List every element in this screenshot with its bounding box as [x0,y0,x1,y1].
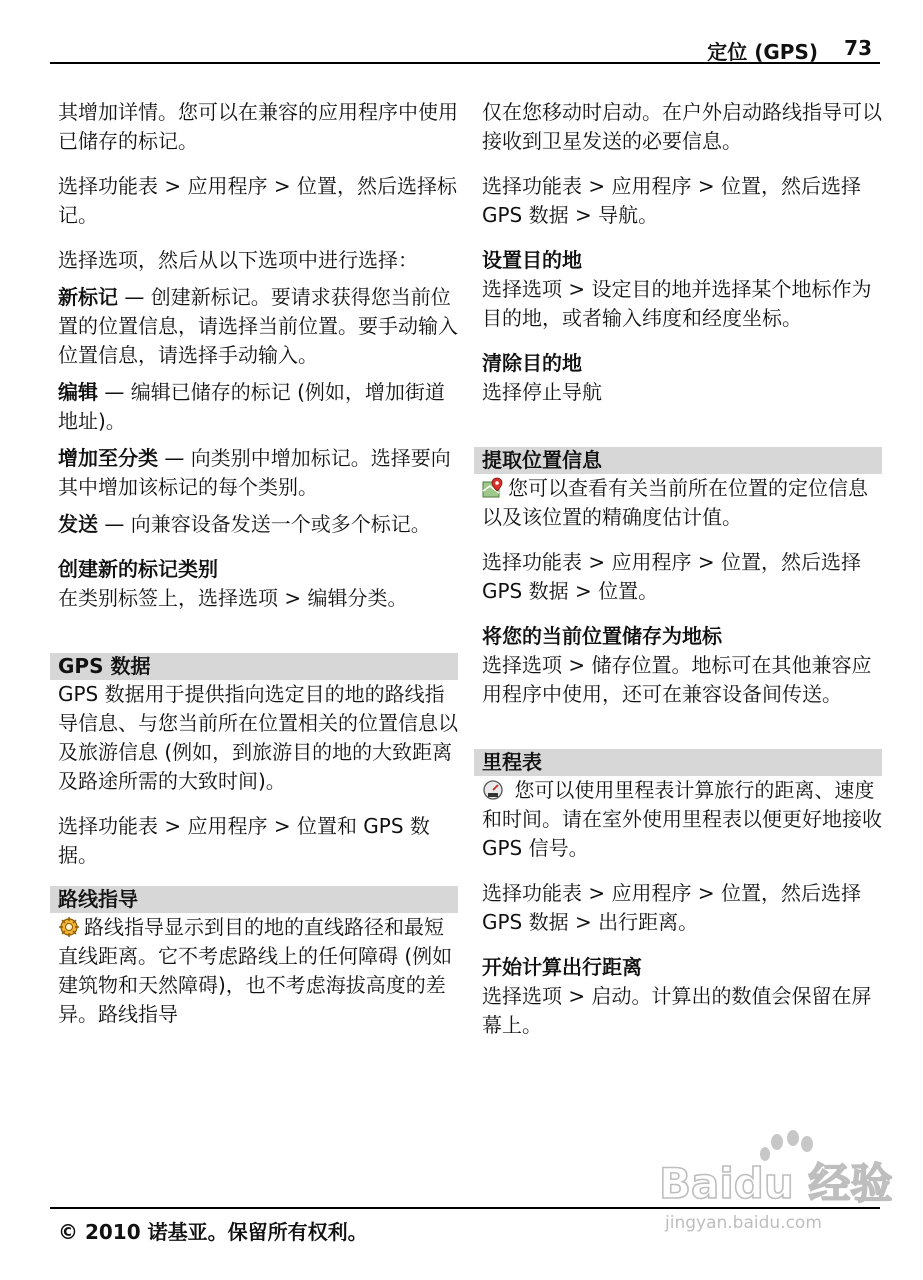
option-edit [58,378,458,436]
option-term: 增加至分类 [58,446,158,470]
option-new-landmark [58,283,458,370]
trip-meter-section-header: 里程表 [474,749,882,776]
baidu-jingyan-watermark [655,1130,893,1240]
option-term: 编辑 [58,380,98,404]
option-desc: — 编辑已储存的标记 (例如，增加街道地址)。 [58,380,445,433]
clear-destination-text: 选择停止导航 [482,380,602,404]
watermark-url: jingyan.baidu.com [665,1213,822,1233]
gps-data-description: GPS 数据用于提供指向选定目的地的路线指导信息、与您当前所在位置相关的位置信息以及旅游信息 (例如，到旅游目的地的大致距离及路途所需的大致时间)。 [58,682,458,793]
gps-data-section-header: GPS 数据 [50,653,458,680]
map-pin-icon [482,477,504,499]
option-desc: — 向类别中增加标记。选择要向其中增加该标记的每个类别。 [58,446,451,499]
page-header [50,34,880,64]
set-destination-text: 选择选项 > 设定目的地并选择某个地标作为目的地，或者输入纬度和经度坐标。 [482,277,872,330]
watermark-brand: Baidu 经验 [659,1159,893,1208]
new-category-heading: 创建新的标记类别 [58,557,218,581]
trip-meter-description: 您可以使用里程表计算旅行的距离、速度和时间。请在室外使用里程表以便更好地接收 GPS 信号。 [482,778,882,860]
position-select-instruction: 选择功能表 > 应用程序 > 位置，然后选择 GPS 数据 > 位置。 [482,550,861,603]
position-info-section-header: 提取位置信息 [474,447,882,474]
save-landmark-heading: 将您的当前位置储存为地标 [482,624,722,648]
route-guidance-continued: 仅在您移动时启动。在户外启动路线指导可以接收到卫星发送的必要信息。 [482,100,882,153]
option-add-to-category [58,444,458,502]
footer-divider [50,1207,880,1209]
speedometer-icon [482,779,504,801]
set-destination-heading: 设置目的地 [482,248,582,272]
options-intro: 选择选项，然后从以下选项中进行选择： [58,248,418,272]
compass-icon [58,916,80,938]
clear-destination-heading: 清除目的地 [482,351,582,375]
navigation-select-instruction: 选择功能表 > 应用程序 > 位置，然后选择 GPS 数据 > 导航。 [482,174,861,227]
position-info-text [482,474,882,532]
trip-meter-text [482,776,882,863]
option-desc: — 创建新标记。要请求获得您当前位置的位置信息，请选择当前位置。要手动输入位置信息，请选择手动输入。 [58,285,458,367]
chapter-title: 定位 (GPS) [707,40,818,64]
start-trip-heading: 开始计算出行距离 [482,955,642,979]
option-term: 发送 [58,512,98,536]
trip-meter-select-instruction: 选择功能表 > 应用程序 > 位置，然后选择 GPS 数据 > 出行距离。 [482,881,861,934]
option-desc: — 向兼容设备发送一个或多个标记。 [98,512,431,536]
option-term: 新标记 [58,285,118,309]
landmarks-select-instruction: 选择功能表 > 应用程序 > 位置，然后选择标记。 [58,174,457,227]
save-landmark-text: 选择选项 > 储存位置。地标可在其他兼容应用程序中使用，还可在兼容设备间传送。 [482,653,872,706]
new-category-text: 在类别标签上，选择选项 > 编辑分类。 [58,586,408,610]
route-guidance-text [58,913,458,1029]
footer-copyright: © 2010 诺基亚。保留所有权利。 [58,1220,368,1244]
gps-data-select-instruction: 选择功能表 > 应用程序 > 位置和 GPS 数据。 [58,814,430,867]
option-send [58,510,458,539]
right-column [482,98,882,1040]
start-trip-text: 选择选项 > 启动。计算出的数值会保留在屏幕上。 [482,984,872,1037]
route-guidance-description: 路线指导显示到目的地的直线路径和最短直线距离。它不考虑路线上的任何障碍 (例如建筑物和天然障碍)，也不考虑海拔高度的差异。路线指导 [58,915,453,1026]
position-info-description: 您可以查看有关当前所在位置的定位信息以及该位置的精确度估计值。 [482,476,868,529]
page-number: 73 [844,36,872,60]
left-column [58,98,458,1029]
route-guidance-section-header: 路线指导 [50,886,458,913]
intro-paragraph: 其增加详情。您可以在兼容的应用程序中使用已储存的标记。 [58,100,458,153]
